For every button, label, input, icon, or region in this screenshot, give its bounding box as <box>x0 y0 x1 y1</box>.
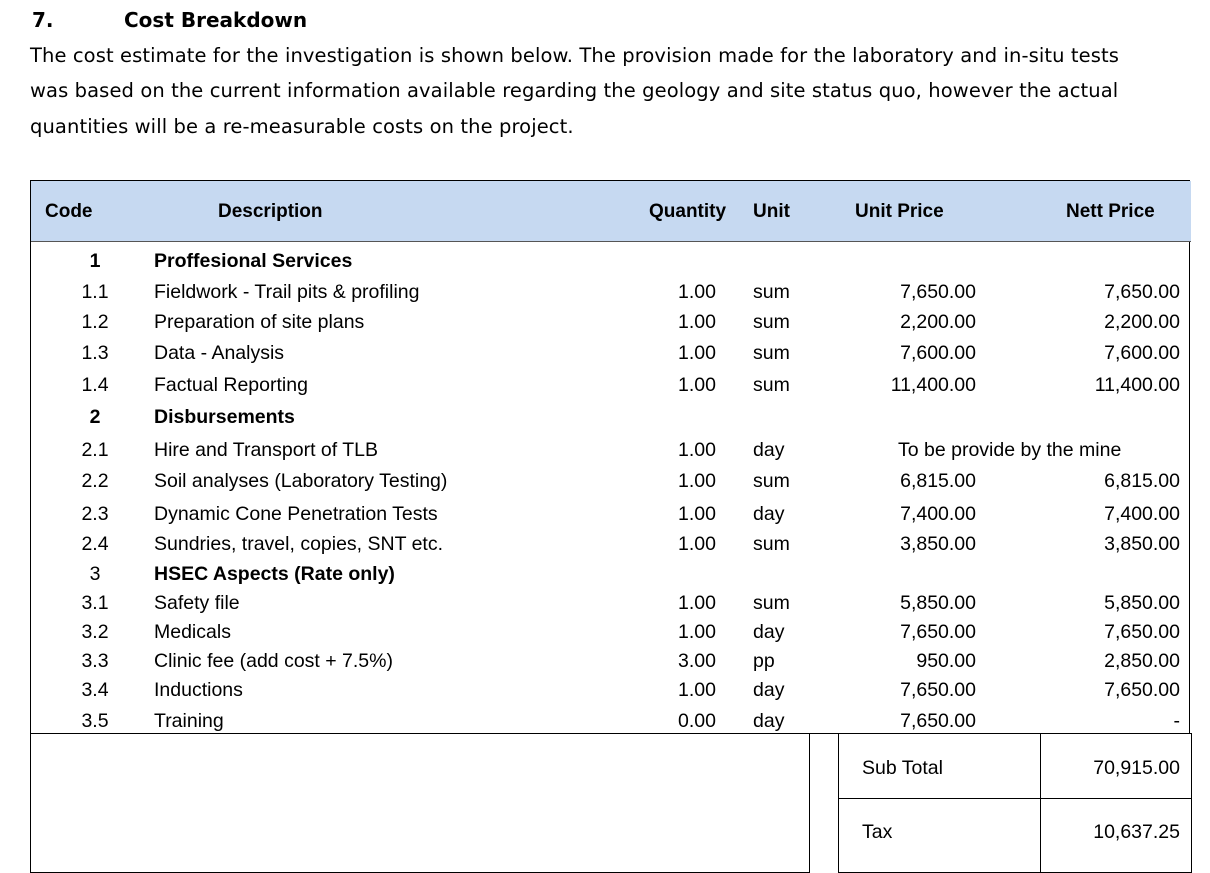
row-description: Dynamic Cone Penetration Tests <box>154 503 438 525</box>
row-quantity: 1.00 <box>678 503 716 525</box>
header-description: Description <box>218 201 323 222</box>
totals-divider-horizontal <box>838 798 1192 799</box>
row-unit-price: 7,650.00 <box>900 710 976 732</box>
row-code: 3.2 <box>81 621 109 643</box>
intro-line-2: was based on the current information available regarding the geology and site status quo, however the actual <box>30 79 1119 102</box>
row-quantity: 3.00 <box>678 650 716 672</box>
row-description: Hire and Transport of TLB <box>154 439 379 461</box>
row-description: Preparation of site plans <box>154 311 365 333</box>
row-code: 2 <box>89 406 101 428</box>
row-code: 2.2 <box>81 470 109 492</box>
row-unit: day <box>753 621 785 643</box>
row-quantity: 1.00 <box>678 470 716 492</box>
row-description: Factual Reporting <box>154 374 308 396</box>
tax-label: Tax <box>862 821 893 843</box>
header-quantity: Quantity <box>649 201 727 222</box>
row-unit: sum <box>753 533 790 555</box>
row-unit-price: 11,400.00 <box>890 374 976 396</box>
header-unit: Unit <box>753 201 790 222</box>
row-code: 3.5 <box>81 710 109 732</box>
row-code: 1.1 <box>81 281 109 303</box>
row-nett-price: 7,650.00 <box>1104 281 1180 303</box>
row-unit: sum <box>753 311 790 333</box>
row-nett-price: - <box>1173 710 1180 732</box>
row-description: Safety file <box>154 592 240 614</box>
row-description: Data - Analysis <box>154 342 285 364</box>
row-description: Sundries, travel, copies, SNT etc. <box>154 533 444 555</box>
row-nett-price: 7,650.00 <box>1104 679 1180 701</box>
section-number: 7. <box>32 8 54 32</box>
row-code: 2.3 <box>81 503 109 525</box>
row-description: Clinic fee (add cost + 7.5%) <box>154 650 393 672</box>
table-header <box>31 181 1191 242</box>
section-title: Cost Breakdown <box>124 8 308 32</box>
row-quantity: 1.00 <box>678 281 716 303</box>
row-nett-price: 11,400.00 <box>1094 374 1180 396</box>
totals-divider-vertical <box>1040 733 1041 873</box>
row-nett-price: 2,850.00 <box>1104 650 1180 672</box>
header-unit-price: Unit Price <box>855 201 944 222</box>
row-unit: day <box>753 710 785 732</box>
row-unit: day <box>753 679 785 701</box>
row-unit-price: 3,850.00 <box>900 533 976 555</box>
row-code: 3.1 <box>81 592 109 614</box>
row-unit-price: 950.00 <box>916 650 976 672</box>
row-unit: sum <box>753 374 790 396</box>
row-code: 1.4 <box>81 374 109 396</box>
section-heading: Disbursements <box>154 406 295 428</box>
row-unit-price: 7,600.00 <box>900 342 976 364</box>
section-heading: Proffesional Services <box>154 250 353 272</box>
row-code: 2.4 <box>81 533 109 555</box>
row-unit-price: 7,650.00 <box>900 621 976 643</box>
row-unit-price: 7,400.00 <box>900 503 976 525</box>
row-description: Training <box>154 710 224 732</box>
row-code: 1 <box>89 250 101 272</box>
header-code: Code <box>45 201 93 222</box>
row-code: 1.2 <box>81 311 109 333</box>
subtotal-label: Sub Total <box>862 757 943 779</box>
row-unit-price: 6,815.00 <box>900 470 976 492</box>
row-quantity: 0.00 <box>678 710 716 732</box>
row-code: 3.3 <box>81 650 109 672</box>
row-unit-price: 5,850.00 <box>900 592 976 614</box>
row-description: Soil analyses (Laboratory Testing) <box>154 470 448 492</box>
row-code: 3 <box>89 563 101 585</box>
subtotal-value: 70,915.00 <box>1093 757 1180 779</box>
row-unit: sum <box>753 342 790 364</box>
row-nett-price: 6,815.00 <box>1104 470 1180 492</box>
row-unit: day <box>753 439 785 461</box>
row-description: Medicals <box>154 621 231 643</box>
row-nett-price: 7,650.00 <box>1104 621 1180 643</box>
totals-box <box>838 733 1192 873</box>
row-unit: sum <box>753 470 790 492</box>
row-quantity: 1.00 <box>678 592 716 614</box>
row-nett-price: 7,400.00 <box>1104 503 1180 525</box>
row-nett-price: 3,850.00 <box>1104 533 1180 555</box>
row-code: 1.3 <box>81 342 109 364</box>
notes-box <box>30 733 810 873</box>
intro-line-1: The cost estimate for the investigation is shown below. The provision made for the laboratory and in-situ tests <box>30 44 1120 67</box>
row-unit-price: 2,200.00 <box>900 311 976 333</box>
row-quantity: 1.00 <box>678 311 716 333</box>
row-unit-price: 7,650.00 <box>900 281 976 303</box>
row-unit: pp <box>753 650 775 672</box>
row-nett-price: 7,600.00 <box>1104 342 1180 364</box>
row-nett-price: 2,200.00 <box>1104 311 1180 333</box>
row-quantity: 1.00 <box>678 374 716 396</box>
row-quantity: 1.00 <box>678 533 716 555</box>
row-note: To be provide by the mine <box>898 439 1122 461</box>
row-description: Fieldwork - Trail pits & profiling <box>154 281 420 303</box>
row-code: 3.4 <box>81 679 109 701</box>
header-nett-price: Nett Price <box>1066 201 1155 222</box>
row-unit-price: 7,650.00 <box>900 679 976 701</box>
row-unit: day <box>753 503 785 525</box>
intro-line-3: quantities will be a re-measurable costs on the project. <box>30 115 574 138</box>
row-unit: sum <box>753 281 790 303</box>
row-quantity: 1.00 <box>678 342 716 364</box>
tax-value: 10,637.25 <box>1093 821 1180 843</box>
section-heading: HSEC Aspects (Rate only) <box>154 563 395 585</box>
row-description: Inductions <box>154 679 243 701</box>
row-quantity: 1.00 <box>678 621 716 643</box>
row-quantity: 1.00 <box>678 439 716 461</box>
row-code: 2.1 <box>81 439 109 461</box>
row-nett-price: 5,850.00 <box>1104 592 1180 614</box>
row-quantity: 1.00 <box>678 679 716 701</box>
row-unit: sum <box>753 592 790 614</box>
